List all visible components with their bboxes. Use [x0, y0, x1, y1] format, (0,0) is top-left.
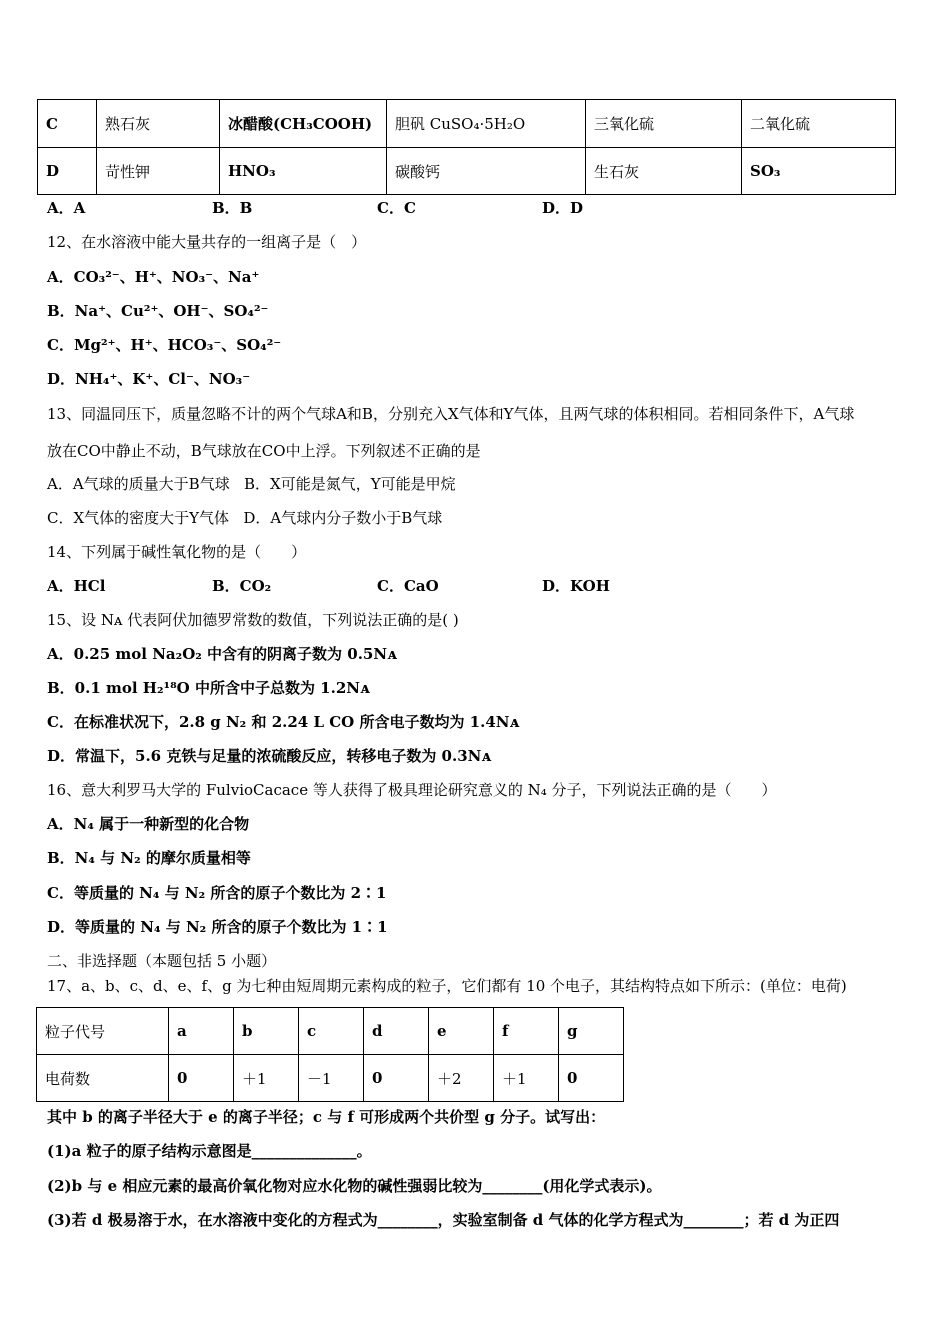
- table-header-cell: e: [429, 1008, 494, 1055]
- q13-stem-line2: 放在CO中静止不动，B气球放在CO中上浮。下列叙述不正确的是: [47, 442, 481, 460]
- q14-stem: 14、下列属于碱性氧化物的是（ ）: [47, 543, 307, 561]
- q16-option-a[interactable]: A．N₄ 属于一种新型的化合物: [47, 815, 250, 833]
- q12-stem: 12、在水溶液中能大量共存的一组离子是（ ）: [47, 233, 367, 251]
- option-c[interactable]: C．CaO: [377, 577, 439, 595]
- table-cell: ＋1: [234, 1055, 299, 1102]
- q13-options-row2: [47, 508, 442, 528]
- table-header-cell: b: [234, 1008, 299, 1055]
- table-cell: 苛性钾: [97, 148, 220, 195]
- option-c[interactable]: C．C: [377, 199, 416, 217]
- q17-sub3: (3)若 d 极易溶于水，在水溶液中变化的方程式为________，实验室制备 d 气体的化学方程式为________；若 d 为正四: [47, 1211, 840, 1229]
- table-cell: C: [38, 100, 97, 148]
- q13-option-a[interactable]: A．A气球的质量大于B气球: [47, 475, 230, 493]
- q16-stem: 16、意大利罗马大学的 FulvioCacace 等人获得了极具理论研究意义的 N₄ 分子，下列说法正确的是（ ）: [47, 781, 777, 799]
- q11-options: [47, 198, 707, 218]
- q17-sub2: (2)b 与 e 相应元素的最高价氧化物对应水化物的碱性强弱比较为________(用化学式表示)。: [47, 1177, 662, 1195]
- q17-sub1: (1)a 粒子的原子结构示意图是______________。: [47, 1142, 372, 1160]
- q13-options-row1: [47, 474, 456, 494]
- table-header-cell: a: [169, 1008, 234, 1055]
- table-cell: SO₃: [742, 148, 896, 195]
- option-d[interactable]: D．D: [542, 199, 584, 217]
- q16-option-d[interactable]: D．等质量的 N₄ 与 N₂ 所含的原子个数比为 1∶1: [47, 918, 388, 936]
- q15-stem: 15、设 Nᴀ 代表阿伏加德罗常数的数值，下列说法正确的是( ): [47, 611, 459, 629]
- section-heading: 二、非选择题（本题包括 5 小题）: [47, 952, 277, 970]
- table-header-cell: d: [364, 1008, 429, 1055]
- table-cell: ＋2: [429, 1055, 494, 1102]
- q15-option-b[interactable]: B．0.1 mol H₂¹⁸O 中所含中子总数为 1.2Nᴀ: [47, 679, 370, 697]
- table-header-cell: c: [299, 1008, 364, 1055]
- table-cell: 碳酸钙: [387, 148, 586, 195]
- q13-stem-line1: 13、同温同压下，质量忽略不计的两个气球A和B，分别充入X气体和Y气体，且两气球的体积相同。若相同条件下，A气球: [47, 405, 855, 423]
- table-cell: 熟石灰: [97, 100, 220, 148]
- classification-table: [37, 99, 896, 195]
- q14-options: [47, 576, 707, 596]
- table-cell: －1: [299, 1055, 364, 1102]
- q16-option-c[interactable]: C．等质量的 N₄ 与 N₂ 所含的原子个数比为 2∶1: [47, 884, 387, 902]
- table-cell: 0: [364, 1055, 429, 1102]
- q12-option-b[interactable]: B．Na⁺、Cu²⁺、OH⁻、SO₄²⁻: [47, 302, 269, 320]
- q15-option-d[interactable]: D．常温下，5.6 克铁与足量的浓硫酸反应，转移电子数为 0.3Nᴀ: [47, 747, 491, 765]
- q16-option-b[interactable]: B．N₄ 与 N₂ 的摩尔质量相等: [47, 849, 251, 867]
- q13-option-c[interactable]: C．X气体的密度大于Y气体: [47, 509, 230, 527]
- q15-option-a[interactable]: A．0.25 mol Na₂O₂ 中含有的阴离子数为 0.5Nᴀ: [47, 645, 397, 663]
- table-cell: 生石灰: [586, 148, 742, 195]
- table-cell: 三氧化硫: [586, 100, 742, 148]
- particle-table: [36, 1007, 624, 1102]
- q17-note: 其中 b 的离子半径大于 e 的离子半径；c 与 f 可形成两个共价型 g 分子。试写出：: [47, 1108, 606, 1126]
- table-header-cell: f: [494, 1008, 559, 1055]
- option-a[interactable]: A．HCl: [47, 577, 106, 595]
- table-cell: HNO₃: [220, 148, 387, 195]
- q17-stem: 17、a、b、c、d、e、f、g 为七种由短周期元素构成的粒子，它们都有 10 个电子，其结构特点如下所示：(单位：电荷): [47, 977, 847, 995]
- table-cell: 冰醋酸(CH₃COOH): [220, 100, 387, 148]
- table-cell: 0: [169, 1055, 234, 1102]
- q12-option-d[interactable]: D．NH₄⁺、K⁺、Cl⁻、NO₃⁻: [47, 370, 251, 388]
- option-d[interactable]: D．KOH: [542, 577, 610, 595]
- table-header-cell: g: [559, 1008, 624, 1055]
- table-row: [37, 1055, 624, 1102]
- table-header-cell: 粒子代号: [37, 1008, 169, 1055]
- option-a[interactable]: A．A: [47, 199, 86, 217]
- table-cell: ＋1: [494, 1055, 559, 1102]
- option-b[interactable]: B．B: [212, 199, 253, 217]
- q12-option-a[interactable]: A．CO₃²⁻、H⁺、NO₃⁻、Na⁺: [47, 268, 260, 286]
- table-cell: 胆矾 CuSO₄·5H₂O: [387, 100, 586, 148]
- table-row: [38, 148, 896, 195]
- q15-option-c[interactable]: C．在标准状况下，2.8 g N₂ 和 2.24 L CO 所含电子数均为 1.4Nᴀ: [47, 713, 520, 731]
- table-cell: 电荷数: [37, 1055, 169, 1102]
- table-cell: 二氧化硫: [742, 100, 896, 148]
- table-cell: D: [38, 148, 97, 195]
- q13-option-b[interactable]: B．X可能是氮气，Y可能是甲烷: [244, 475, 456, 493]
- option-b[interactable]: B．CO₂: [212, 577, 272, 595]
- q13-option-d[interactable]: D．A气球内分子数小于B气球: [243, 509, 443, 527]
- table-row: [37, 1008, 624, 1055]
- table-row: [38, 100, 896, 148]
- q12-option-c[interactable]: C．Mg²⁺、H⁺、HCO₃⁻、SO₄²⁻: [47, 336, 282, 354]
- table-cell: 0: [559, 1055, 624, 1102]
